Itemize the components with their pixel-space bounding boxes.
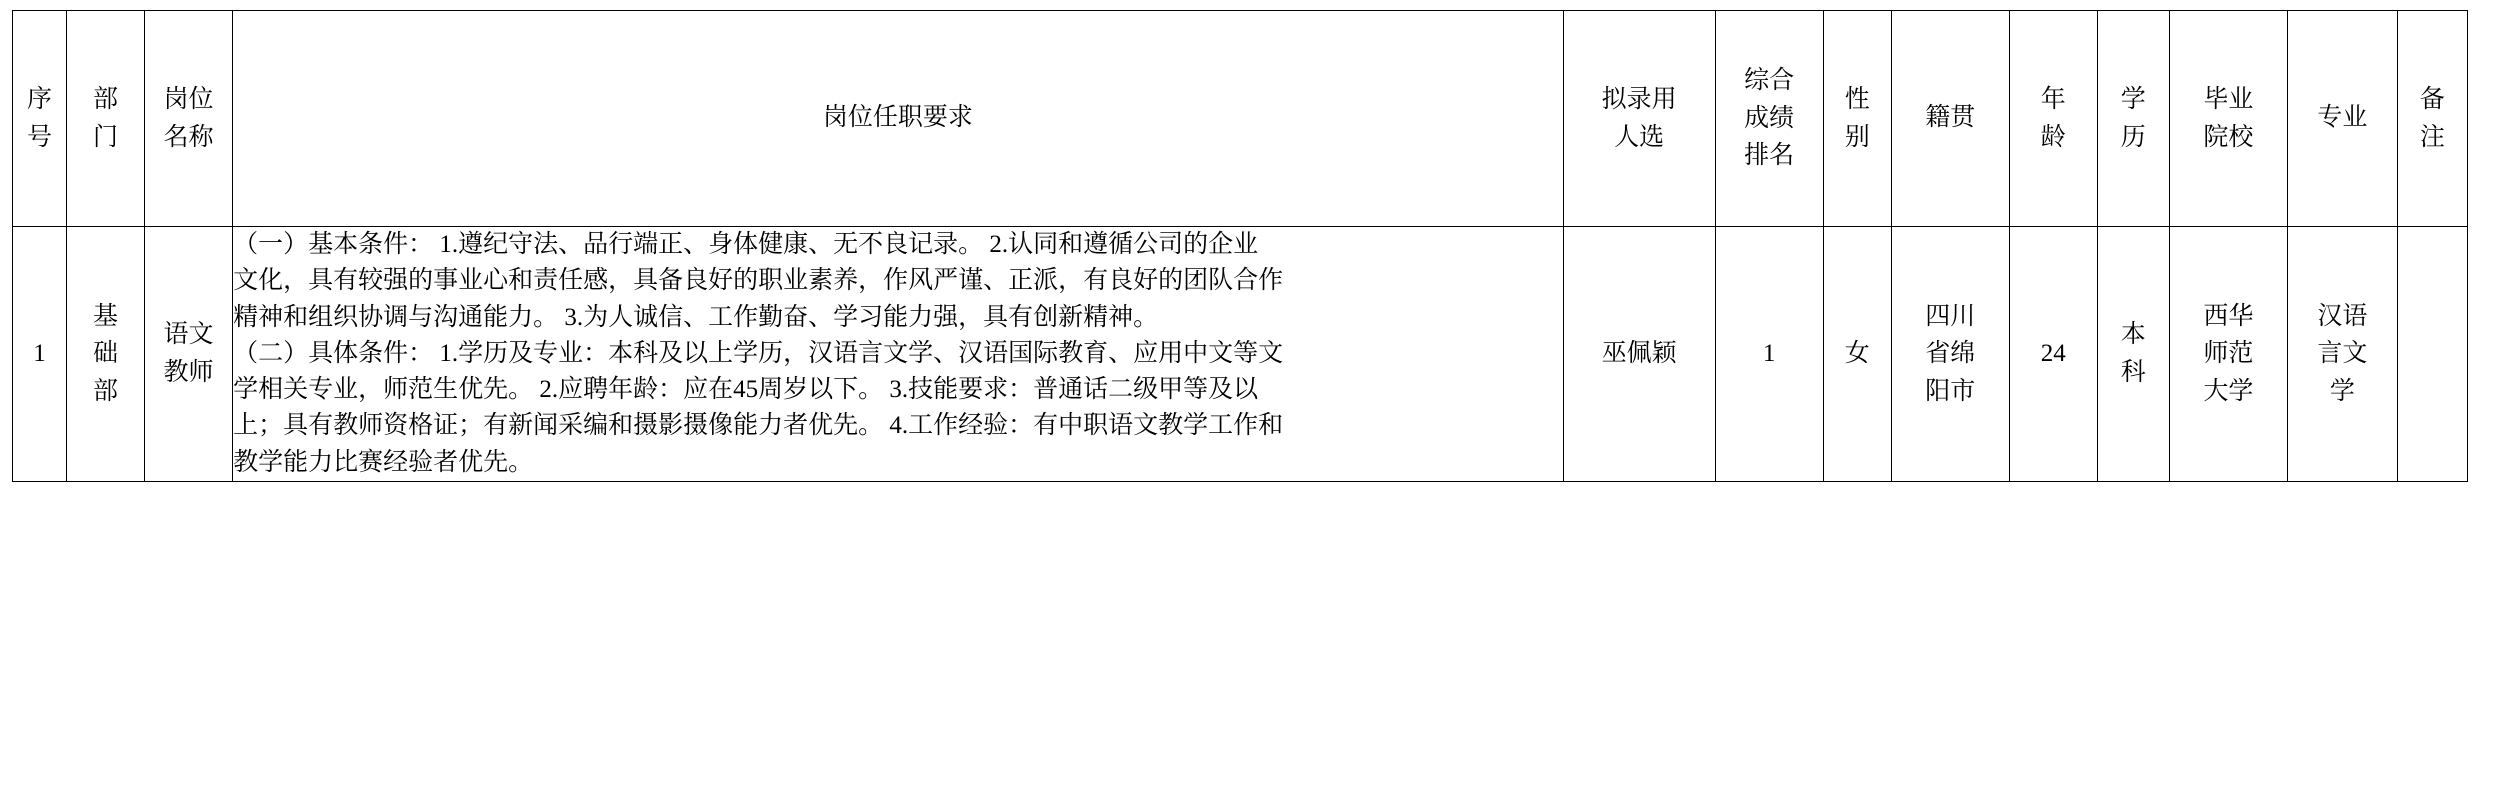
header-native-place-text: 籍贯 [1925, 104, 1976, 132]
header-age-line-1: 年 [2040, 86, 2066, 113]
requirements-line-6: 上；具有教师资格证；有新闻采编和摄影摄像能力者优先。 4.工作经验：有中职语文教学工作和 [233, 412, 1284, 440]
cell-education-line-1: 本 [2120, 321, 2146, 349]
header-education-line-2: 历 [2120, 123, 2146, 151]
cell-candidate: 巫佩颖 [1563, 227, 1715, 482]
cell-school-line-2: 师范 [2203, 340, 2254, 368]
header-cell-native-place [1891, 11, 2009, 227]
table-header [13, 11, 2468, 227]
table-body [13, 227, 2468, 482]
header-cell-age [2009, 11, 2097, 227]
cell-age: 24 [2009, 227, 2097, 482]
header-cell-gender [1823, 11, 1891, 227]
header-seq-line-1: 序 [27, 86, 53, 113]
header-candidate-line-2: 人选 [1614, 123, 1665, 151]
requirements-line-4: （二）具体条件： 1.学历及专业：本科及以上学历，汉语言文学、汉语国际教育、应用中文等文 [233, 339, 1284, 367]
cell-position-name-line-1: 语文 [163, 321, 214, 349]
header-cell-department [67, 11, 145, 227]
cell-position-name-line-2: 教师 [163, 358, 214, 386]
cell-requirements [233, 227, 1564, 482]
cell-native-place [1891, 227, 2009, 482]
header-cell-requirements [233, 11, 1564, 227]
recruitment-table [12, 10, 2468, 482]
cell-native-place-line-2: 省绵 [1925, 340, 1976, 368]
cell-remark [2397, 227, 2467, 482]
cell-gender: 女 [1823, 227, 1891, 482]
header-cell-seq [13, 11, 67, 227]
requirements-line-2: 文化，具有较强的事业心和责任感，具备良好的职业素养，作风严谨、正派，有良好的团队合作 [233, 267, 1284, 295]
cell-department-line-2: 础 [93, 340, 119, 368]
header-major-text: 专业 [2317, 104, 2368, 132]
cell-school-line-1: 西华 [2203, 302, 2254, 330]
header-score-rank-line-2: 成绩 [1744, 104, 1795, 132]
header-cell-major [2287, 11, 2397, 227]
header-remark-line-1: 备 [2419, 86, 2445, 113]
header-score-rank-line-3: 排名 [1744, 142, 1795, 170]
header-row [13, 11, 2468, 227]
cell-native-place-line-1: 四川 [1925, 302, 1976, 330]
header-cell-score-rank [1715, 11, 1823, 227]
cell-department-line-1: 基 [93, 302, 119, 330]
header-cell-remark [2397, 11, 2467, 227]
document-page [0, 10, 2514, 790]
cell-school-line-3: 大学 [2203, 377, 2254, 405]
header-education-line-1: 学 [2120, 86, 2146, 113]
requirements-line-1: （一）基本条件： 1.遵纪守法、品行端正、身体健康、无不良记录。 2.认同和遵循公司的企业 [233, 231, 1259, 258]
header-department-line-2: 门 [93, 123, 119, 151]
header-cell-school [2169, 11, 2287, 227]
header-cell-candidate [1563, 11, 1715, 227]
requirements-line-5: 学相关专业，师范生优先。 2.应聘年龄：应在45周岁以下。 3.技能要求：普通话二级甲等及以 [233, 376, 1259, 403]
cell-major-line-2: 言文 [2317, 340, 2368, 368]
header-position-name-line-1: 岗位 [163, 86, 214, 113]
header-school-line-2: 院校 [2203, 123, 2254, 151]
header-gender-line-2: 别 [1844, 123, 1870, 151]
cell-school [2169, 227, 2287, 482]
cell-department [67, 227, 145, 482]
table-row [13, 227, 2468, 482]
header-position-name-line-2: 名称 [163, 123, 214, 151]
header-score-rank-line-1: 综合 [1744, 67, 1795, 95]
header-age-line-2: 龄 [2040, 123, 2066, 151]
header-school-line-1: 毕业 [2203, 86, 2254, 113]
requirements-line-3: 精神和组织协调与沟通能力。 3.为人诚信、工作勤奋、学习能力强，具有创新精神。 [233, 303, 1159, 331]
header-requirements-text: 岗位任职要求 [822, 104, 973, 132]
header-gender-line-1: 性 [1844, 86, 1870, 113]
cell-education [2097, 227, 2169, 482]
cell-major-line-3: 学 [2329, 377, 2355, 405]
header-remark-line-2: 注 [2419, 123, 2445, 151]
header-seq-line-2: 号 [27, 123, 53, 151]
header-cell-position-name [145, 11, 233, 227]
requirements-line-7: 教学能力比赛经验者优先。 [233, 448, 534, 476]
header-candidate-line-1: 拟录用 [1601, 86, 1677, 113]
cell-score-rank: 1 [1715, 227, 1823, 482]
cell-native-place-line-3: 阳市 [1925, 377, 1976, 405]
cell-position-name [145, 227, 233, 482]
cell-education-line-2: 科 [2120, 358, 2146, 386]
cell-major [2287, 227, 2397, 482]
cell-major-line-1: 汉语 [2317, 302, 2368, 330]
cell-seq: 1 [13, 227, 67, 482]
header-cell-education [2097, 11, 2169, 227]
cell-department-line-3: 部 [93, 377, 119, 405]
header-department-line-1: 部 [93, 86, 119, 113]
